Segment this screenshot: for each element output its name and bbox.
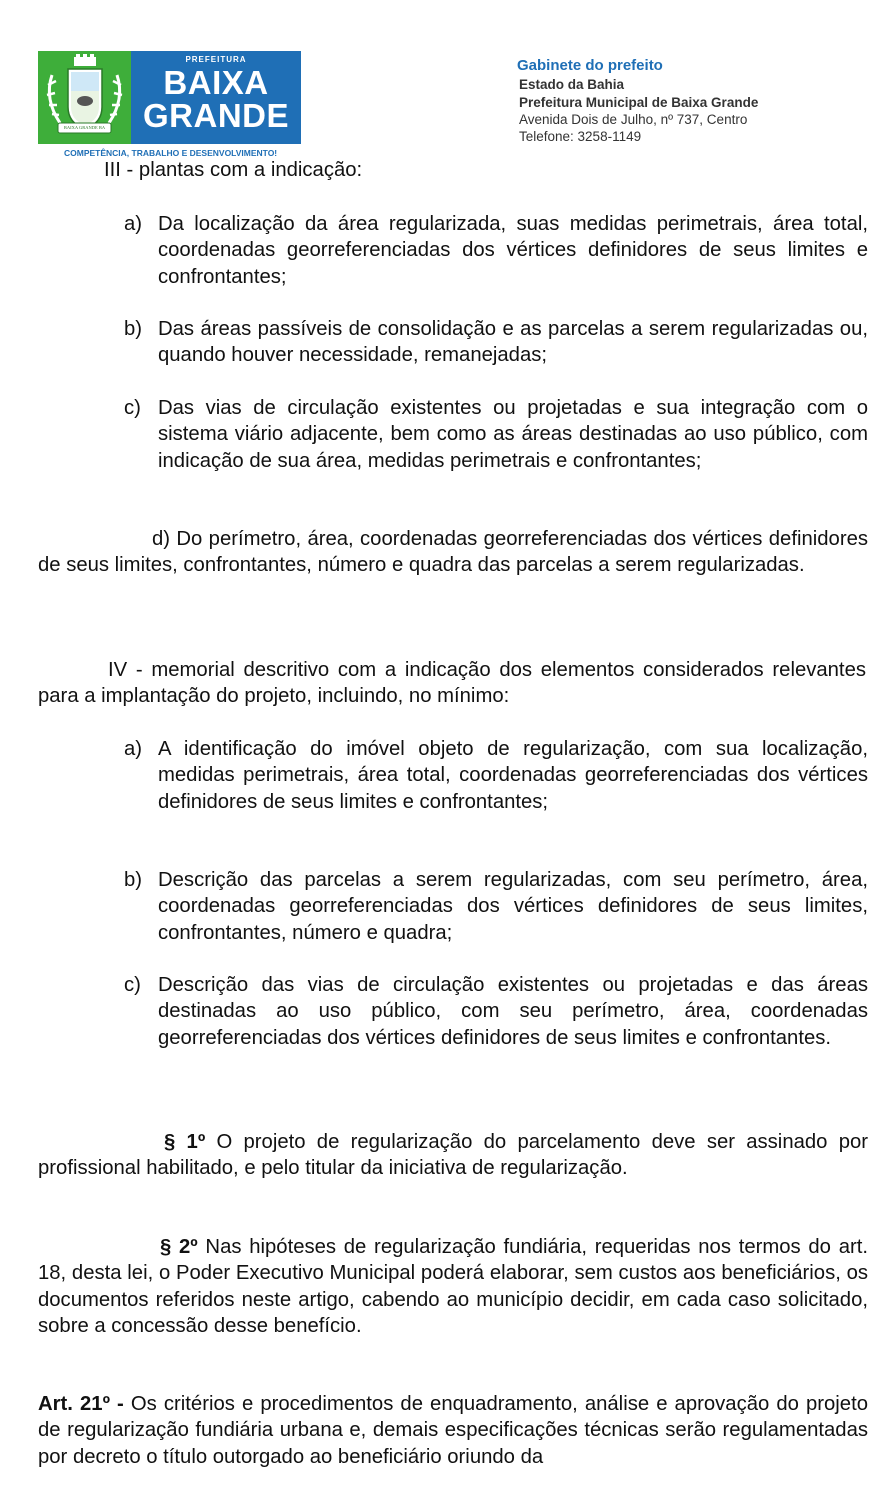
item-iv-c <box>124 972 868 1051</box>
item-label: a) <box>124 213 143 235</box>
office-address: Avenida Dois de Julho, nº 737, Centro <box>519 112 748 127</box>
item-iii-c <box>124 395 868 474</box>
municipal-logo <box>38 51 301 144</box>
item-label: c) <box>124 974 141 996</box>
article-21-label: Art. 21º - <box>38 1393 124 1415</box>
item-label: c) <box>124 397 141 419</box>
seal-ribbon-text: BAIXA GRANDE BA <box>63 125 106 130</box>
item-iii-heading: III - plantas com a indicação: <box>104 159 363 181</box>
logo-prefeitura: PREFEITURA <box>185 55 247 64</box>
item-text: Das áreas passíveis de consolidação e as parcelas a serem regularizadas ou, quando houver necessidade, remanejadas; <box>158 318 868 367</box>
item-iii-d: d) Do perímetro, área, coordenadas georreferenciadas dos vértices definidores de seus limites, confrontantes, número e quadra das parcelas a serem regularizadas. <box>38 528 868 577</box>
item-iv-a <box>124 736 868 815</box>
logo-wordmark <box>131 51 301 144</box>
paragraph-1 <box>38 1129 868 1182</box>
item-label: a) <box>124 738 143 760</box>
item-text: A identificação do imóvel objeto de regularização, com sua localização, medidas perimetrais, área total, coordenadas georreferenciadas dos vértices definidores de seus limites e confrontantes; <box>158 738 868 813</box>
article-21 <box>38 1391 868 1470</box>
paragraph-1-label: § 1º <box>164 1131 206 1153</box>
paragraph-1-text: O projeto de regularização do parcelamento deve ser assinado por profissional habilitado, e pelo titular da iniciativa de regularização. <box>38 1131 869 1180</box>
item-label: b) <box>124 869 143 891</box>
item-text: Descrição das vias de circulação existentes ou projetadas e das áreas destinadas ao uso público, com seu perímetro, área, coordenadas georreferenciadas dos vértices definidores de seus limites e confrontantes. <box>158 974 868 1049</box>
item-text: Da localização da área regularizada, suas medidas perimetrais, área total, coordenadas georreferenciadas dos vértices definidores de seus limites e confrontantes; <box>158 213 868 288</box>
item-iii-b <box>124 316 868 369</box>
paragraph-2-text: Nas hipóteses de regularização fundiária, requeridas nos termos do art. 18, desta lei, o Poder Executivo Municipal poderá elaborar, sem custos aos beneficiários, os documentos referidos neste artigo, cabendo ao município decidir, em cada caso solicitado, sobre a concessão desse benefício. <box>38 1236 868 1337</box>
logo-tagline: COMPETÊNCIA, TRABALHO E DESENVOLVIMENTO! <box>64 148 278 158</box>
coat-of-arms-icon <box>38 51 131 144</box>
article-21-text: Os critérios e procedimentos de enquadramento, análise e aprovação do projeto de regularização fundiária urbana e, demais especificações técnicas serão regulamentadas por decreto o título outorgado ao beneficiário oriundo da <box>38 1393 868 1468</box>
paragraph-2 <box>38 1234 868 1339</box>
coat-of-arms <box>38 51 131 144</box>
item-text: Descrição das parcelas a serem regularizadas, com seu perímetro, área, coordenadas georreferenciadas dos vértices definidores de seus limites, confrontantes, número e quadra; <box>158 869 868 944</box>
logo-grande: GRANDE <box>142 97 289 134</box>
item-label: b) <box>124 318 143 340</box>
paragraph-2-label: § 2º <box>160 1236 198 1258</box>
item-iii-a <box>124 211 868 290</box>
office-phone: Telefone: 3258-1149 <box>519 129 642 144</box>
office-title: Gabinete do prefeito <box>517 57 663 74</box>
office-municipality: Prefeitura Municipal de Baixa Grande <box>519 95 759 110</box>
office-state: Estado da Bahia <box>519 77 625 92</box>
item-iv-heading: IV - memorial descritivo com a indicação dos elementos considerados relevantes para a implantação do projeto, incluindo, no mínimo: <box>38 659 866 708</box>
item-iv-b <box>124 867 868 946</box>
item-text: Das vias de circulação existentes ou projetadas e sua integração com o sistema viário adjacente, bem como as áreas destinadas ao uso público, com indicação de sua área, medidas perimetrais e confrontantes; <box>158 397 868 472</box>
logo-baixa: BAIXA <box>163 64 269 101</box>
